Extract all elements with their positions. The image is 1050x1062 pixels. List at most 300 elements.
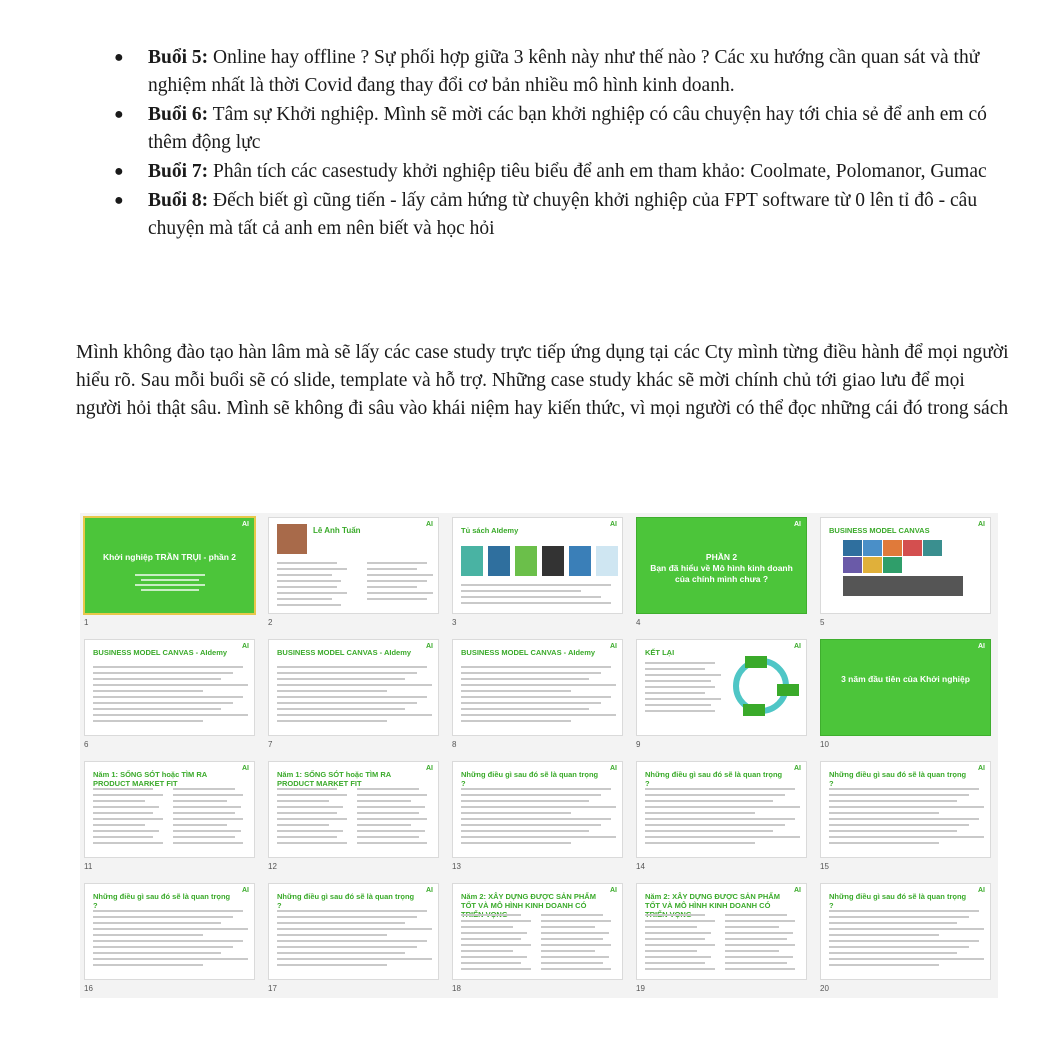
text-line <box>645 968 715 970</box>
text-line <box>93 940 243 942</box>
canvas-cell <box>883 557 902 573</box>
text-line <box>461 836 616 838</box>
slide-thumbnail[interactable] <box>84 883 255 980</box>
session-item <box>110 101 1010 157</box>
text-line <box>367 562 427 564</box>
text-line <box>829 818 979 820</box>
text-line <box>645 830 773 832</box>
text-line <box>461 944 531 946</box>
text-line <box>829 824 969 826</box>
text-line <box>277 708 405 710</box>
canvas-cell <box>843 557 862 573</box>
text-line <box>173 806 241 808</box>
text-line <box>461 590 581 592</box>
column-right <box>717 884 807 979</box>
slide-thumbnail[interactable] <box>268 517 439 614</box>
text-line <box>93 720 203 722</box>
diagram-box <box>743 704 765 716</box>
slide-thumbnail[interactable] <box>268 883 439 980</box>
session-label: Buổi 5: <box>148 47 209 68</box>
slide-number: 5 <box>820 618 825 627</box>
text-line <box>461 818 611 820</box>
session-label: Buổi 7: <box>148 161 209 182</box>
text-line <box>725 968 795 970</box>
text-line <box>173 788 235 790</box>
slide-number: 20 <box>820 984 829 993</box>
text-line <box>645 962 705 964</box>
column-left <box>453 884 538 979</box>
slide-title: 3 năm đầu tiên của Khởi nghiệp <box>841 674 970 684</box>
slide-title: Năm 1: SỐNG SÓT hoặc TÌM RA PRODUCT MARKET FIT <box>93 770 207 788</box>
text-line <box>93 916 233 918</box>
text-line <box>461 672 601 674</box>
text-line <box>461 842 571 844</box>
text-line <box>645 836 800 838</box>
text-line <box>541 950 595 952</box>
column-left <box>85 762 170 857</box>
aidemy-logo: AI <box>242 887 249 894</box>
text-line <box>277 568 347 570</box>
text-line <box>173 800 227 802</box>
text-line <box>645 938 705 940</box>
aidemy-logo: AI <box>426 887 433 894</box>
column-right <box>533 884 623 979</box>
column-text <box>359 562 429 607</box>
text-line <box>645 680 711 682</box>
text-line <box>829 794 969 796</box>
slide-title: BUSINESS MODEL CANVAS - AIdemy <box>461 648 596 657</box>
text-line <box>645 692 705 694</box>
session-text: Online hay offline ? Sự phối hợp giữa 3 kênh này như thế nào ? Các xu hướng cần quan sát và thử nghiệm nhất là thời Covid đang thay đổi cơ bản nhiều mô hình kinh doanh. <box>148 47 980 96</box>
book-cover <box>569 546 591 576</box>
text-line <box>173 812 235 814</box>
text-line <box>277 666 427 668</box>
bullet-icon: ● <box>114 49 124 66</box>
text-line <box>367 574 433 576</box>
text-line <box>135 584 205 586</box>
text-line <box>461 714 616 716</box>
slide-thumbnail[interactable] <box>452 883 623 980</box>
text-line <box>277 910 427 912</box>
aidemy-logo: AI <box>794 521 801 528</box>
slide-number: 7 <box>268 740 273 749</box>
text-line <box>173 830 241 832</box>
text-line <box>277 562 337 564</box>
text-line <box>461 956 527 958</box>
text-line <box>829 788 979 790</box>
text-line <box>277 842 347 844</box>
text-line <box>645 950 697 952</box>
slide-thumbnail[interactable] <box>268 761 439 858</box>
slide-thumbnail[interactable] <box>636 517 807 614</box>
column-right <box>349 762 439 857</box>
text-line <box>461 696 611 698</box>
aidemy-logo: AI <box>426 765 433 772</box>
text-line <box>93 812 153 814</box>
book-cover <box>461 546 483 576</box>
slide-thumbnail-grid <box>80 513 998 998</box>
text-line <box>277 806 343 808</box>
text-line <box>645 920 715 922</box>
text-line <box>461 720 571 722</box>
text-line <box>829 800 957 802</box>
text-line <box>357 818 427 820</box>
canvas-bottom <box>843 576 963 596</box>
text-line <box>541 968 611 970</box>
slide-thumbnail[interactable] <box>820 761 991 858</box>
slide-title: Những điều gì sau đó sẽ là quan trọng ? <box>277 892 415 910</box>
text-line <box>93 958 248 960</box>
text-line <box>93 830 159 832</box>
text-line <box>367 580 427 582</box>
text-line <box>829 812 939 814</box>
text-line <box>461 950 513 952</box>
text-line <box>829 806 984 808</box>
text-line <box>461 708 589 710</box>
text-line <box>645 842 755 844</box>
text-line <box>461 938 521 940</box>
text-line <box>725 926 779 928</box>
slide-number: 12 <box>268 862 277 871</box>
text-line <box>461 926 513 928</box>
text-line <box>93 922 221 924</box>
text-line <box>645 944 715 946</box>
text-line <box>173 824 227 826</box>
aidemy-logo: AI <box>978 643 985 650</box>
session-item <box>110 187 1010 243</box>
text-line <box>277 598 332 600</box>
text-line <box>541 914 603 916</box>
text-line <box>93 824 145 826</box>
book-cover <box>596 546 618 576</box>
text-line <box>725 950 779 952</box>
column-left <box>637 884 722 979</box>
text-line <box>93 678 221 680</box>
aidemy-logo: AI <box>610 521 617 528</box>
text-line <box>277 922 405 924</box>
text-line <box>277 574 332 576</box>
text-line <box>461 584 611 586</box>
slide-number: 8 <box>452 740 457 749</box>
text-line <box>367 586 417 588</box>
text-line <box>93 672 233 674</box>
text-line <box>277 952 405 954</box>
aidemy-logo: AI <box>610 887 617 894</box>
text-line <box>93 800 145 802</box>
session-label: Buổi 6: <box>148 104 209 125</box>
column-right <box>165 762 255 857</box>
session-label: Buổi 8: <box>148 190 209 211</box>
text-line <box>461 920 531 922</box>
bullet-icon: ● <box>114 192 124 209</box>
slide-number: 10 <box>820 740 829 749</box>
text-line <box>645 662 715 664</box>
text-line <box>725 932 793 934</box>
diagram-box <box>745 656 767 668</box>
text-line <box>645 818 795 820</box>
slide-thumbnail[interactable] <box>452 517 623 614</box>
text-line <box>645 710 715 712</box>
text-line <box>357 824 411 826</box>
text-line <box>461 962 521 964</box>
text-line <box>277 720 387 722</box>
text-line <box>725 944 795 946</box>
slide-title: Năm 2: XÂY DỰNG ĐƯỢC SẢN PHẨM TỐT VÀ MÔ HÌNH KINH DOANH CÓ <box>461 892 596 910</box>
text-line <box>461 788 611 790</box>
slide-thumbnail[interactable] <box>820 517 991 614</box>
text-line <box>645 932 711 934</box>
text-line <box>829 830 957 832</box>
text-line <box>277 916 417 918</box>
book-cover <box>515 546 537 576</box>
aidemy-logo: AI <box>794 643 801 650</box>
text-line <box>93 708 221 710</box>
slide-title: Tủ sách AIdemy <box>461 526 519 535</box>
slide-number: 13 <box>452 862 461 871</box>
text-line <box>461 914 521 916</box>
text-line <box>93 666 243 668</box>
text-line <box>461 800 589 802</box>
text-line <box>135 574 205 576</box>
text-line <box>357 812 419 814</box>
text-line <box>645 956 711 958</box>
text-line <box>645 674 721 676</box>
text-line <box>541 926 595 928</box>
text-line <box>277 580 341 582</box>
text-line <box>461 602 611 604</box>
text-line <box>93 910 243 912</box>
canvas-cell <box>843 540 862 556</box>
text-line <box>93 818 163 820</box>
aidemy-logo: AI <box>610 765 617 772</box>
avatar <box>277 524 307 554</box>
text-line <box>829 958 984 960</box>
aidemy-logo: AI <box>610 643 617 650</box>
column-left <box>269 762 354 857</box>
slide-number: 18 <box>452 984 461 993</box>
canvas-cell <box>903 540 922 556</box>
text-line <box>645 812 755 814</box>
text-line <box>277 788 337 790</box>
text-line <box>645 668 705 670</box>
text-line <box>277 794 347 796</box>
text-line <box>277 714 432 716</box>
text-line <box>829 910 979 912</box>
aidemy-logo: AI <box>978 887 985 894</box>
text-line <box>725 956 793 958</box>
text-line <box>461 824 601 826</box>
slide-title: BUSINESS MODEL CANVAS - AIdemy <box>93 648 228 657</box>
text-line <box>541 962 603 964</box>
text-line <box>725 920 795 922</box>
text-line <box>93 934 203 936</box>
slide-thumbnail[interactable] <box>636 639 807 736</box>
text-line <box>357 836 419 838</box>
slide-number: 1 <box>84 618 89 627</box>
slide-thumbnail[interactable] <box>636 761 807 858</box>
text-line <box>277 604 341 606</box>
text-line <box>829 940 979 942</box>
book-cover <box>542 546 564 576</box>
text-line <box>173 794 243 796</box>
intro-paragraph: Mình không đào tạo hàn lâm mà sẽ lấy các case study trực tiếp ứng dụng tại các Cty mình từng điều hành để mọi người hiểu rõ. Sau mỗi buổi sẽ có slide, template và hỗ trợ. Những case study khác sẽ mời chính chủ tới giao lưu để mọi người hỏi thật sâu. Mình sẽ không đi sâu vào khái niệm hay kiến thức, vì mọi người có thể đọc những cái đó trong sách <box>76 342 1009 419</box>
slide-number: 4 <box>636 618 641 627</box>
text-line <box>357 794 427 796</box>
text-line <box>357 788 419 790</box>
session-item <box>110 158 1010 186</box>
text-line <box>461 830 589 832</box>
text-line <box>173 842 243 844</box>
text-line <box>93 836 153 838</box>
text-line <box>461 794 601 796</box>
text-line <box>141 579 199 581</box>
session-item <box>110 44 1010 100</box>
aidemy-logo: AI <box>426 643 433 650</box>
text-line <box>93 842 163 844</box>
text-line <box>461 678 589 680</box>
diagram-box <box>777 684 799 696</box>
text-line <box>829 964 939 966</box>
text-line <box>277 940 427 942</box>
canvas-cell <box>923 540 942 556</box>
text-line <box>277 684 432 686</box>
text-line <box>93 806 159 808</box>
text-line <box>277 672 417 674</box>
text-line <box>725 938 787 940</box>
slide-title: Những điều gì sau đó sẽ là quan trọng ? <box>829 892 967 910</box>
slide-number: 11 <box>84 862 93 871</box>
text-line <box>93 696 243 698</box>
text-line <box>367 568 417 570</box>
text-line <box>725 962 787 964</box>
text-line <box>645 686 715 688</box>
slide-thumbnail[interactable] <box>452 639 623 736</box>
text-line <box>93 788 153 790</box>
text-line <box>357 806 425 808</box>
slide-number: 15 <box>820 862 829 871</box>
text-line <box>277 586 337 588</box>
text-line <box>277 830 343 832</box>
text-line <box>829 934 939 936</box>
book-cover <box>488 546 510 576</box>
slide-title: Những điều gì sau đó sẽ là quan trọng ? <box>645 770 783 788</box>
text-line <box>645 914 705 916</box>
slide-thumbnail[interactable] <box>636 883 807 980</box>
slide-thumbnail[interactable] <box>84 761 255 858</box>
session-text: Đếch biết gì cũng tiến - lấy cảm hứng từ chuyện khởi nghiệp của FPT software từ 0 lên tỉ đô - câu chuyện mà tất cả anh em nên biết và học hỏi <box>148 190 978 239</box>
text-line <box>645 788 795 790</box>
text-line <box>277 958 432 960</box>
canvas-cell <box>863 557 882 573</box>
text-line <box>645 698 721 700</box>
text-line <box>829 842 939 844</box>
text-line <box>461 702 601 704</box>
text-line <box>541 920 611 922</box>
text-line <box>357 800 411 802</box>
aidemy-logo: AI <box>426 521 433 528</box>
slide-thumbnail[interactable] <box>820 883 991 980</box>
session-text: Tâm sự Khởi nghiệp. Mình sẽ mời các bạn khởi nghiệp có câu chuyện hay tới chia sẻ để anh em có thêm động lực <box>148 104 987 153</box>
text-line <box>645 794 785 796</box>
slide-title: BUSINESS MODEL CANVAS <box>829 526 930 535</box>
text-line <box>277 928 432 930</box>
text-line <box>93 794 163 796</box>
slide-number: 14 <box>636 862 645 871</box>
text-line <box>829 916 969 918</box>
text-line <box>93 684 248 686</box>
text-line <box>829 922 957 924</box>
text-line <box>277 836 337 838</box>
canvas-cell <box>883 540 902 556</box>
text-line <box>277 946 417 948</box>
session-list <box>110 44 1010 244</box>
text-line <box>461 684 616 686</box>
slide-number: 16 <box>84 984 93 993</box>
slide-title: Lê Anh Tuấn <box>313 526 361 535</box>
text-line <box>277 702 417 704</box>
slide-number: 17 <box>268 984 277 993</box>
text-line <box>829 952 957 954</box>
slide-number: 2 <box>268 618 273 627</box>
text-line <box>93 714 248 716</box>
text-line <box>277 964 387 966</box>
slide-thumbnail[interactable] <box>84 639 255 736</box>
text-line <box>461 596 601 598</box>
text-line <box>367 598 427 600</box>
text-line <box>725 914 787 916</box>
aidemy-logo: AI <box>794 887 801 894</box>
slide-title: Năm 2: XÂY DỰNG ĐƯỢC SẢN PHẨM TỐT VÀ MÔ HÌNH KINH DOANH CÓ <box>645 892 780 910</box>
session-text: Phân tích các casestudy khởi nghiệp tiêu biểu để anh em tham khảo: Coolmate, Polomanor, Gumac <box>208 161 987 182</box>
text-line <box>277 690 387 692</box>
slide-title: Những điều gì sau đó sẽ là quan trọng ? <box>461 770 599 788</box>
aidemy-logo: AI <box>978 521 985 528</box>
slide-thumbnail[interactable] <box>84 517 255 614</box>
slide-thumbnail[interactable] <box>268 639 439 736</box>
slide-title: Khởi nghiệp TRẦN TRỤI - phần 2 <box>102 552 237 562</box>
slide-thumbnail[interactable] <box>452 761 623 858</box>
text-line <box>93 928 248 930</box>
text-line <box>277 678 405 680</box>
text-line <box>173 836 235 838</box>
slide-number: 3 <box>452 618 457 627</box>
slide-thumbnail[interactable] <box>820 639 991 736</box>
text-line <box>93 964 203 966</box>
slide-title: PHẦN 2 Bạn đã hiểu về Mô hình kinh doanh của chính mình chưa ? <box>650 552 793 584</box>
text-line <box>829 836 984 838</box>
text-line <box>93 702 233 704</box>
slide-number: 19 <box>636 984 645 993</box>
text-line <box>541 956 609 958</box>
text-line <box>173 818 243 820</box>
slide-number: 9 <box>636 740 641 749</box>
text-line <box>461 666 611 668</box>
text-line <box>645 704 711 706</box>
text-line <box>645 800 773 802</box>
text-line <box>93 952 221 954</box>
text-line <box>277 812 337 814</box>
text-line <box>461 968 531 970</box>
text-line <box>829 928 984 930</box>
text-line <box>645 926 697 928</box>
canvas-cell <box>863 540 882 556</box>
slide-title: BUSINESS MODEL CANVAS - AIdemy <box>277 648 412 657</box>
bullet-icon: ● <box>114 106 124 123</box>
text-line <box>645 824 785 826</box>
aidemy-logo: AI <box>794 765 801 772</box>
text-line <box>357 842 427 844</box>
text-line <box>277 696 427 698</box>
